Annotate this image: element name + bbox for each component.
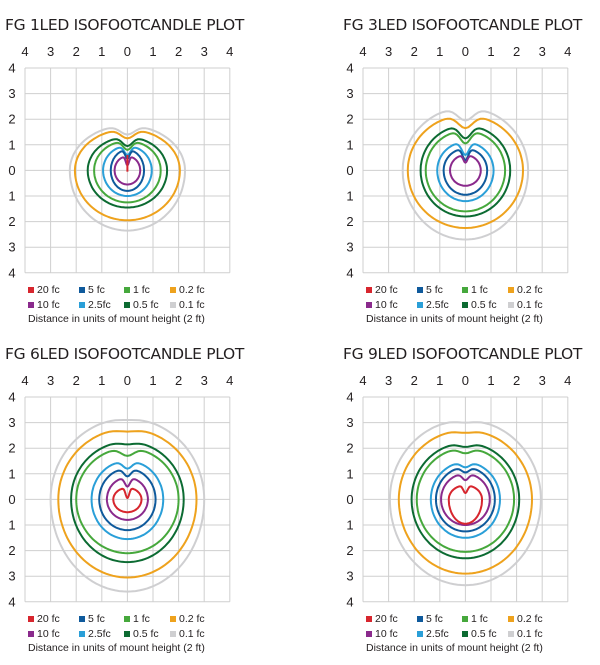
legend-item-5fc [417,283,462,297]
y-tick-label: 3 [8,415,16,431]
y-tick-label: 2 [346,543,354,559]
legend-swatch [28,302,34,308]
y-tick-label: 1 [346,137,354,153]
chart-grid [25,397,230,602]
legend-item-0-5fc [124,627,170,641]
legend-swatch [124,302,130,308]
y-tick-label: 0 [8,491,16,507]
x-tick-label: 1 [98,373,106,388]
legend-label: 1 fc [471,613,488,625]
x-tick-label: 2 [72,44,80,59]
legend-swatch [28,631,34,637]
legend-label: 10 fc [37,299,60,311]
x-tick-label: 4 [21,44,29,59]
legend-label: 0.2 fc [517,613,543,625]
legend-item-10fc [366,627,417,641]
y-tick-label: 4 [346,594,354,610]
legend-swatch [462,616,468,622]
legend-item-2-5fc [417,627,462,641]
x-tick-label: 3 [200,373,208,388]
isofootcandle-plot [338,369,600,609]
y-tick-label: 2 [346,111,354,127]
legend-item-0-1fc [170,298,220,312]
legend-swatch [508,616,514,622]
legend-label: 0.1 fc [179,628,205,640]
legend-swatch [124,631,130,637]
y-tick-label: 4 [346,60,354,76]
legend-swatch [366,616,372,622]
y-tick-label: 4 [8,60,16,76]
legend-item-2-5fc [79,298,124,312]
legend-item-0-2fc [170,283,220,297]
chart-grid [363,68,568,273]
legend-swatch [366,302,372,308]
legend-item-0-5fc [124,298,170,312]
legend-swatch [417,631,423,637]
x-tick-label: 3 [538,44,546,59]
legend-item-0-2fc [170,612,220,626]
legend-label: 1 fc [471,284,488,296]
chart-legend [28,283,278,325]
legend-item-5fc [417,612,462,626]
legend-item-0-1fc [170,627,220,641]
chart-grid [363,397,568,602]
legend-label: 0.5 fc [471,299,497,311]
y-tick-label: 1 [346,517,354,533]
legend-item-2-5fc [417,298,462,312]
chart-title: FG 9LED ISOFOOTCANDLE PLOT [343,345,583,363]
legend-label: 0.2 fc [179,613,205,625]
legend-item-0-2fc [508,612,558,626]
legend-label: 5 fc [88,284,105,296]
legend-item-0-5fc [462,627,508,641]
x-tick-label: 2 [174,44,183,59]
legend-item-10fc [366,298,417,312]
legend-grid [366,612,600,641]
legend-swatch [28,287,34,293]
chart-title: FG 6LED ISOFOOTCANDLE PLOT [5,345,245,363]
legend-swatch [366,631,372,637]
legend-item-1fc [462,283,508,297]
y-tick-label: 1 [8,466,16,482]
legend-item-5fc [79,283,124,297]
x-tick-label: 2 [410,44,418,59]
legend-swatch [462,287,468,293]
chart-panel-9led [338,329,600,661]
y-tick-label: 1 [8,137,16,153]
legend-swatch [170,631,176,637]
x-tick-label: 3 [538,373,546,388]
legend-swatch [417,287,423,293]
legend-label: 0.1 fc [179,299,205,311]
legend-label: 0.2 fc [517,284,543,296]
x-tick-label: 0 [461,373,470,388]
chart-title: FG 1LED ISOFOOTCANDLE PLOT [5,16,245,34]
y-tick-label: 4 [346,265,354,281]
legend-label: 0.1 fc [517,299,543,311]
chart-panel-6led [0,329,300,661]
legend-swatch [28,616,34,622]
y-tick-label: 3 [346,86,354,102]
chart-legend [366,283,600,325]
y-tick-label: 3 [8,239,16,255]
legend-swatch [79,616,85,622]
x-tick-label: 4 [21,373,29,388]
x-tick-label: 0 [123,373,132,388]
legend-label: 5 fc [88,613,105,625]
units-note: Distance in units of mount height (2 ft) [28,313,205,325]
y-tick-label: 1 [346,466,354,482]
legend-item-20fc [28,612,79,626]
y-tick-label: 1 [8,188,16,204]
y-tick-label: 4 [8,265,16,281]
y-tick-label: 4 [8,594,16,610]
legend-label: 2.5fc [426,299,449,311]
legend-label: 0.5 fc [471,628,497,640]
y-tick-label: 3 [346,415,354,431]
legend-item-10fc [28,298,79,312]
x-tick-label: 4 [226,373,234,388]
chart-legend [28,612,278,654]
legend-label: 10 fc [37,628,60,640]
x-tick-label: 1 [149,373,157,388]
y-tick-label: 2 [8,111,16,127]
legend-swatch [79,287,85,293]
legend-swatch [508,631,514,637]
legend-swatch [508,302,514,308]
x-tick-label: 3 [46,373,55,388]
x-tick-label: 3 [384,44,393,59]
y-tick-label: 2 [346,440,354,456]
legend-item-1fc [462,612,508,626]
x-tick-label: 1 [487,373,495,388]
legend-label: 0.5 fc [133,628,159,640]
legend-item-10fc [28,627,79,641]
y-tick-label: 1 [8,517,16,533]
y-tick-label: 2 [8,543,16,559]
y-tick-label: 3 [8,86,16,102]
isofootcandle-plot [338,40,600,280]
x-tick-label: 3 [384,373,393,388]
legend-label: 10 fc [375,299,398,311]
x-tick-label: 1 [436,373,444,388]
legend-label: 2.5fc [88,299,111,311]
units-note: Distance in units of mount height (2 ft) [28,642,205,654]
legend-grid [28,283,278,312]
y-tick-label: 4 [8,389,16,405]
legend-label: 2.5fc [88,628,111,640]
chart-legend [366,612,600,654]
isofootcandle-plot [0,40,300,280]
legend-grid [366,283,600,312]
y-tick-label: 0 [346,491,354,507]
legend-item-1fc [124,283,170,297]
legend-label: 20 fc [37,613,60,625]
legend-swatch [124,287,130,293]
legend-swatch [417,616,423,622]
x-tick-label: 2 [72,373,80,388]
legend-swatch [79,302,85,308]
y-tick-label: 0 [8,162,16,178]
legend-swatch [170,302,176,308]
x-tick-label: 3 [200,44,208,59]
x-tick-label: 3 [46,44,55,59]
legend-swatch [462,631,468,637]
legend-label: 0.5 fc [133,299,159,311]
legend-swatch [170,287,176,293]
legend-item-20fc [28,283,79,297]
x-tick-label: 2 [174,373,183,388]
x-tick-label: 4 [564,44,572,59]
legend-swatch [170,616,176,622]
legend-label: 10 fc [375,628,398,640]
legend-swatch [417,302,423,308]
legend-label: 20 fc [375,613,398,625]
legend-item-2-5fc [79,627,124,641]
y-tick-label: 2 [346,214,354,230]
legend-swatch [366,287,372,293]
legend-item-0-1fc [508,298,558,312]
legend-item-20fc [366,612,417,626]
legend-label: 2.5fc [426,628,449,640]
legend-swatch [79,631,85,637]
units-note: Distance in units of mount height (2 ft) [366,642,543,654]
y-tick-label: 4 [346,389,354,405]
chart-panel-3led [338,0,600,332]
legend-label: 1 fc [133,284,150,296]
x-tick-label: 2 [410,373,418,388]
x-tick-label: 2 [512,373,521,388]
isofootcandle-plot [0,369,300,609]
y-tick-label: 3 [346,568,354,584]
x-tick-label: 1 [98,44,106,59]
legend-label: 5 fc [426,613,443,625]
x-tick-label: 4 [226,44,234,59]
x-tick-label: 1 [487,44,495,59]
y-tick-label: 3 [8,568,16,584]
legend-label: 0.2 fc [179,284,205,296]
legend-item-0-1fc [508,627,558,641]
x-tick-label: 0 [123,44,132,59]
legend-label: 1 fc [133,613,150,625]
x-tick-label: 2 [512,44,521,59]
x-tick-label: 1 [149,44,157,59]
x-tick-label: 1 [436,44,444,59]
y-tick-label: 0 [346,162,354,178]
y-tick-label: 3 [346,239,354,255]
legend-item-1fc [124,612,170,626]
y-tick-label: 1 [346,188,354,204]
legend-label: 5 fc [426,284,443,296]
x-tick-label: 4 [359,44,367,59]
legend-label: 0.1 fc [517,628,543,640]
legend-label: 20 fc [37,284,60,296]
x-tick-label: 4 [359,373,367,388]
chart-title: FG 3LED ISOFOOTCANDLE PLOT [343,16,583,34]
legend-swatch [124,616,130,622]
legend-item-0-5fc [462,298,508,312]
legend-grid [28,612,278,641]
x-tick-label: 0 [461,44,470,59]
x-tick-label: 4 [564,373,572,388]
legend-item-20fc [366,283,417,297]
legend-swatch [508,287,514,293]
legend-item-5fc [79,612,124,626]
y-tick-label: 2 [8,440,16,456]
y-tick-label: 2 [8,214,16,230]
legend-label: 20 fc [375,284,398,296]
chart-panel-1led [0,0,300,332]
legend-swatch [462,302,468,308]
legend-item-0-2fc [508,283,558,297]
units-note: Distance in units of mount height (2 ft) [366,313,543,325]
